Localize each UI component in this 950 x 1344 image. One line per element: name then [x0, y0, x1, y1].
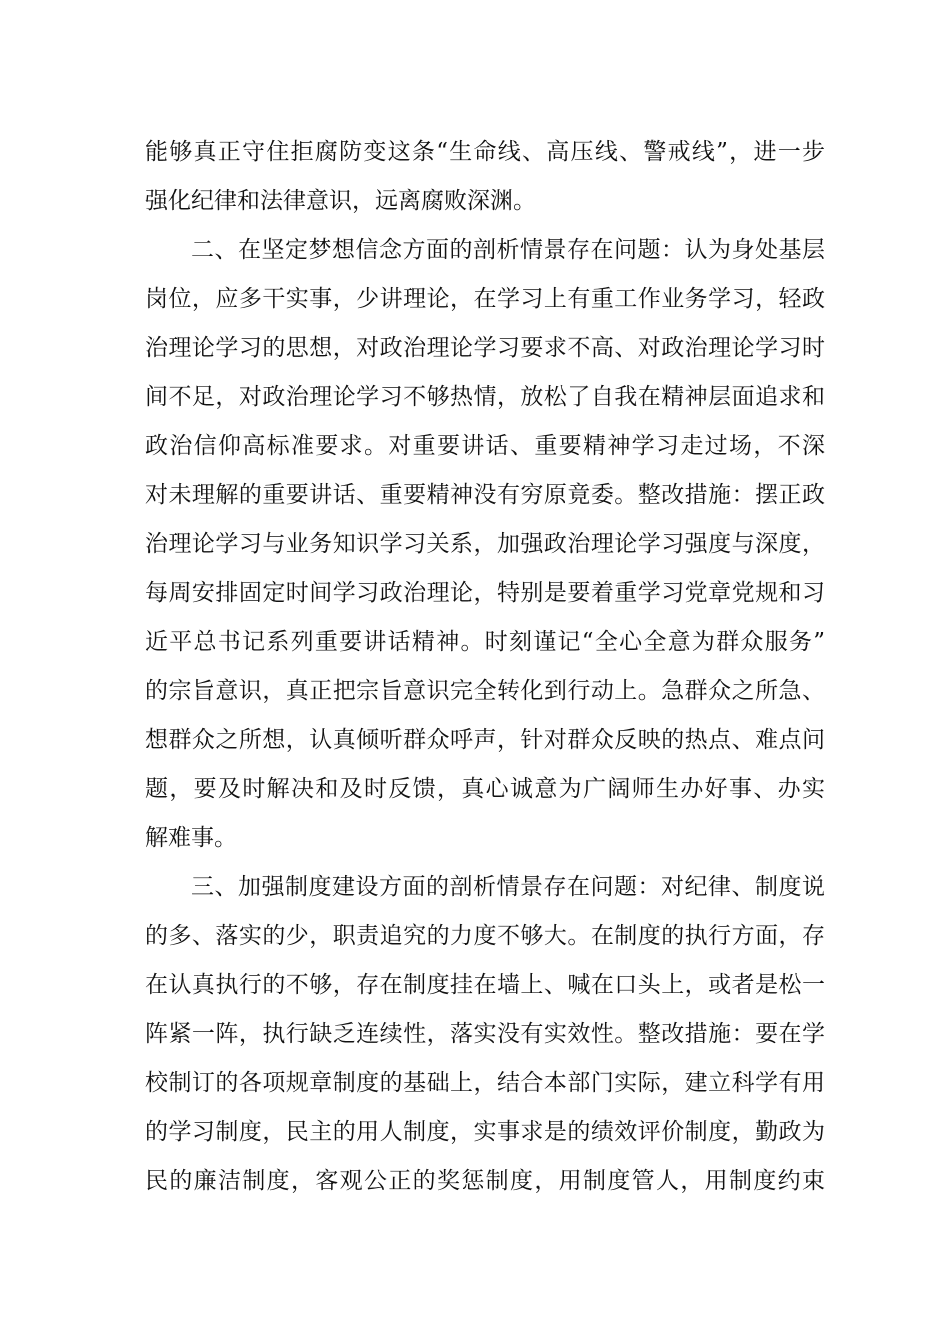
text-line: 的宗旨意识，真正把宗旨意识完全转化到行动上。急群众之所急、 — [145, 678, 825, 704]
text-line: 强化纪律和法律意识，远离腐败深渊。 — [145, 188, 536, 214]
text-line: 的学习制度，民主的用人制度，实事求是的绩效评价制度，勤政为 — [145, 1119, 825, 1145]
text-line: 在认真执行的不够，存在制度挂在墙上、喊在口头上，或者是松一 — [145, 972, 825, 998]
text-line: 每周安排固定时间学习政治理论，特别是要着重学习党章党规和习 — [145, 580, 825, 606]
text-line: 解难事。 — [145, 825, 237, 851]
text-line: 题，要及时解决和及时反馈，真心诚意为广阔师生办好事、办实 — [145, 776, 825, 802]
text-line: 治理论学习的思想，对政治理论学习要求不高、对政治理论学习时 — [145, 335, 825, 361]
text-line: 治理论学习与业务知识学习关系，加强政治理论学习强度与深度， — [145, 531, 825, 557]
text-line: 的多、落实的少，职责追究的力度不够大。在制度的执行方面，存 — [145, 923, 825, 949]
text-line: 阵紧一阵，执行缺乏连续性，落实没有实效性。整改措施：要在学 — [145, 1021, 825, 1047]
text-line: 间不足，对政治理论学习不够热情，放松了自我在精神层面追求和 — [145, 384, 825, 410]
body-text — [145, 128, 825, 1206]
text-line: 想群众之所想，认真倾听群众呼声，针对群众反映的热点、难点问 — [145, 727, 825, 753]
text-line: 校制订的各项规章制度的基础上，结合本部门实际，建立科学有用 — [145, 1070, 825, 1096]
text-line: 岗位，应多干实事，少讲理论，在学习上有重工作业务学习，轻政 — [145, 286, 825, 312]
text-line: 近平总书记系列重要讲话精神。时刻谨记“全心全意为群众服务” — [145, 629, 825, 655]
text-line: 民的廉洁制度，客观公正的奖惩制度，用制度管人，用制度约束 — [145, 1168, 825, 1194]
text-line: 二、在坚定梦想信念方面的剖析情景存在问题：认为身处基层 — [191, 237, 825, 263]
text-line: 三、加强制度建设方面的剖析情景存在问题：对纪律、制度说 — [191, 874, 825, 900]
text-line: 政治信仰高标准要求。对重要讲话、重要精神学习走过场，不深 — [145, 433, 825, 459]
text-line: 能够真正守住拒腐防变这条“生命线、高压线、警戒线”，进一步 — [145, 139, 825, 165]
text-line: 对未理解的重要讲话、重要精神没有穷原竟委。整改措施：摆正政 — [145, 482, 825, 508]
